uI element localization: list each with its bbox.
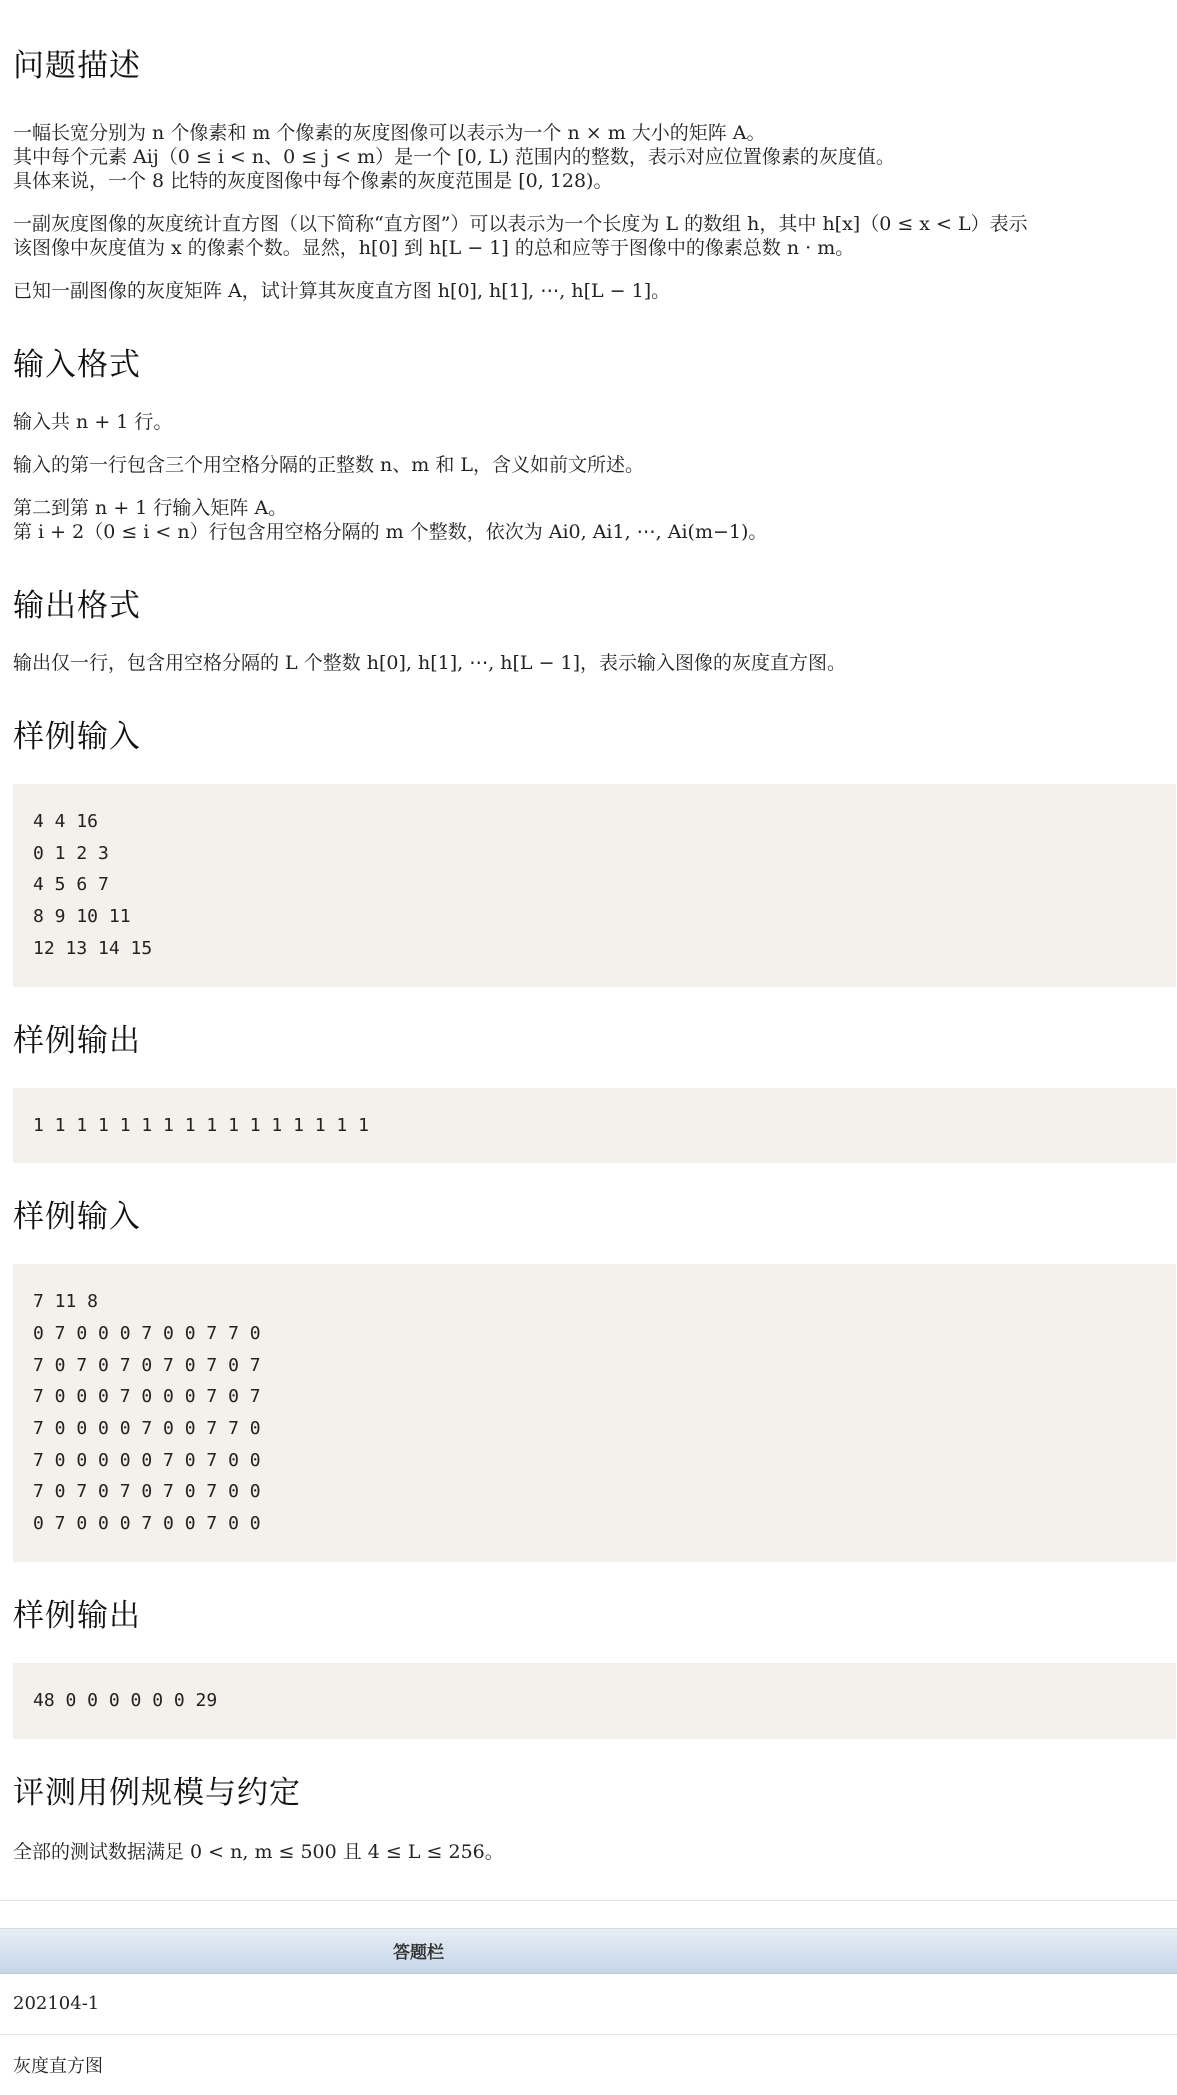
input-format-para-3a: 第二到第 n + 1 行输入矩阵 A。	[13, 497, 288, 519]
heading-constraints: 评测用例规模与约定	[13, 1774, 301, 1811]
sample-input-2: 7 11 8 0 7 0 0 0 7 0 0 7 7 0 7 0 7 0 7 0 7 0 7 0 7 7 0 0 0 7 0 0 0 7 0 7 7 0 0 0 0 7 0 0 7 7 0 7 0 0 0 0 0 7 0 7 0 0 7 0 7 0 7 0 7 0 7 0 0 0 7 0 0 0 7 0 0 7 0 0	[13, 1264, 1176, 1562]
answer-bar-title: 答题栏	[393, 1943, 444, 1964]
input-format-para-1: 输入共 n + 1 行。	[13, 411, 173, 433]
heading-sample-input-1: 样例输入	[13, 719, 141, 755]
heading-output-format: 输出格式	[13, 588, 141, 624]
problem-name: 灰度直方图	[13, 2055, 103, 2077]
heading-input-format: 输入格式	[13, 347, 141, 383]
problem-line-1: 一幅长宽分别为 n 个像素和 m 个像素的灰度图像可以表示为一个 n × m 大小的矩阵 A。	[13, 122, 766, 144]
sample-output-1: 1 1 1 1 1 1 1 1 1 1 1 1 1 1 1 1	[13, 1088, 1176, 1164]
output-format-para-1: 输出仅一行，包含用空格分隔的 L 个整数 h[0], h[1], ⋯, h[L − 1]，表示输入图像的灰度直方图。	[13, 652, 847, 674]
problem-line-2: 其中每个元素 Aij（0 ≤ i < n、0 ≤ j < m）是一个 [0, L) 范围内的整数，表示对应位置像素的灰度值。	[13, 146, 895, 168]
sample-output-2: 48 0 0 0 0 0 0 29	[13, 1663, 1176, 1739]
heading-sample-output-2: 样例输出	[13, 1597, 141, 1634]
problem-para-3: 已知一副图像的灰度矩阵 A，试计算其灰度直方图 h[0], h[1], ⋯, h[L − 1]。	[13, 280, 671, 302]
answer-bar-header	[0, 1928, 1177, 1974]
heading-sample-input-2: 样例输入	[13, 1199, 141, 1236]
input-format-para-2: 输入的第一行包含三个用空格分隔的正整数 n、m 和 L，含义如前文所述。	[13, 454, 644, 476]
problem-id: 202104-1	[13, 1993, 100, 2015]
constraints-para-1: 全部的测试数据满足 0 < n, m ≤ 500 且 4 ≤ L ≤ 256。	[13, 1840, 504, 1863]
heading-sample-output-1: 样例输出	[13, 1022, 141, 1059]
problem-name-row	[0, 2035, 1177, 2095]
input-format-para-3b: 第 i + 2（0 ≤ i < n）行包含用空格分隔的 m 个整数，依次为 Ai0, Ai1, ⋯, Ai(m−1)。	[13, 521, 768, 543]
sample-input-1: 4 4 16 0 1 2 3 4 5 6 7 8 9 10 11 12 13 14 15	[13, 784, 1176, 987]
problem-para-2a: 一副灰度图像的灰度统计直方图（以下简称“直方图”）可以表示为一个长度为 L 的数组 h，其中 h[x]（0 ≤ x < L）表示	[13, 213, 1028, 235]
problem-id-row	[0, 1974, 1177, 2035]
problem-para-2b: 该图像中灰度值为 x 的像素个数。显然，h[0] 到 h[L − 1] 的总和应等于图像中的像素总数 n · m。	[13, 237, 855, 259]
problem-line-3: 具体来说，一个 8 比特的灰度图像中每个像素的灰度范围是 [0, 128)。	[13, 170, 613, 192]
heading-problem-description: 问题描述	[13, 48, 141, 84]
